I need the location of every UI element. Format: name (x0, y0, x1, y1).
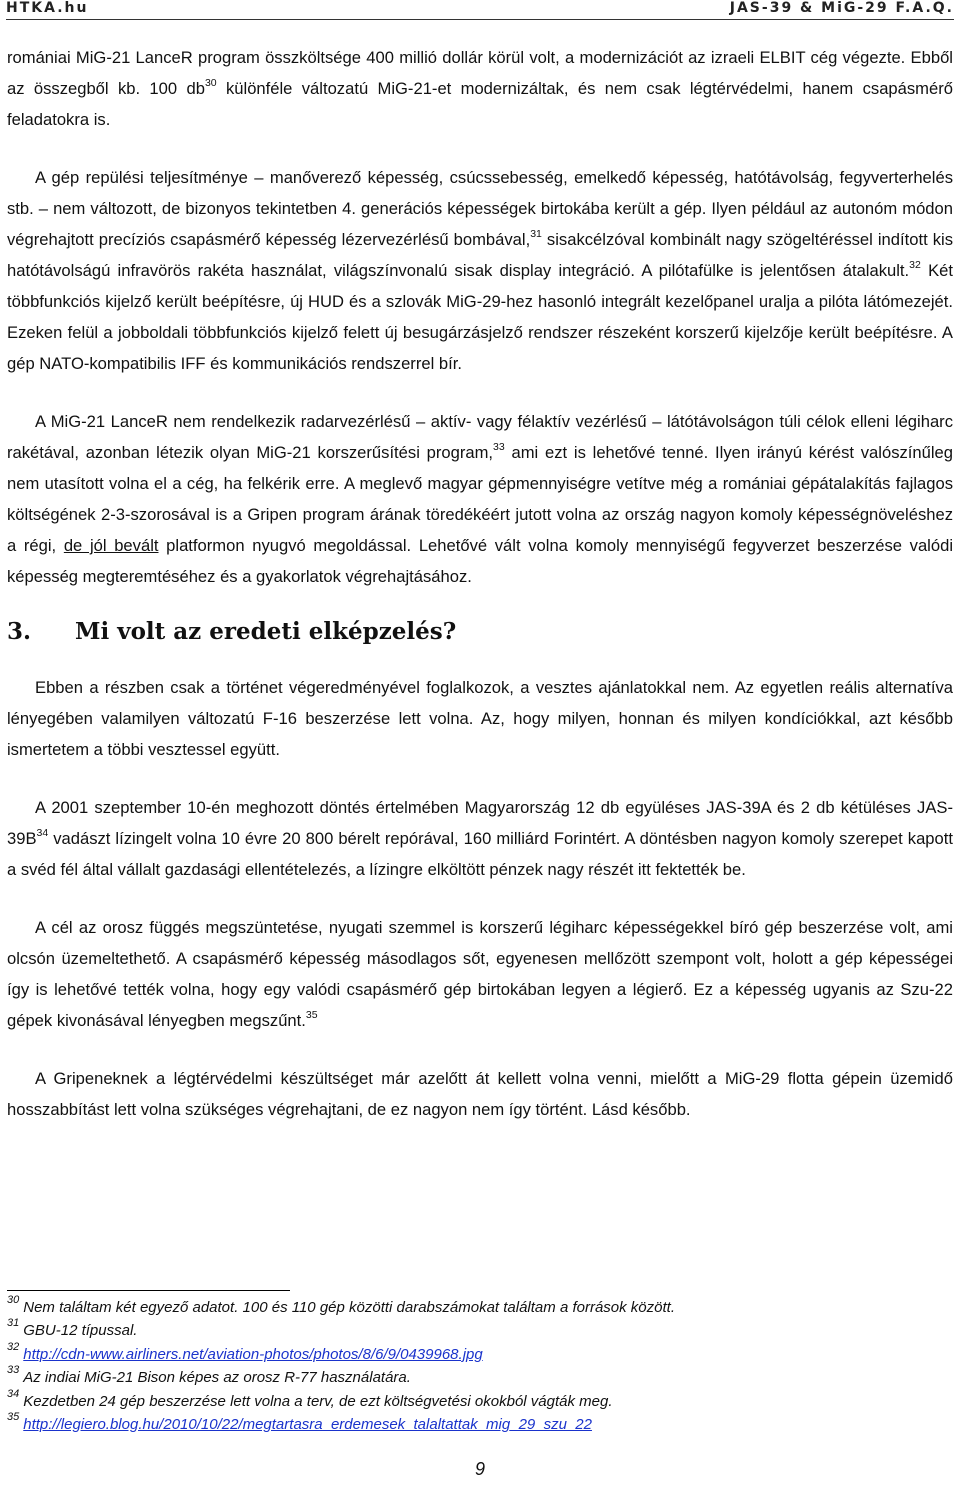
footnote-ref-33[interactable]: 33 (493, 441, 505, 454)
paragraph-alternative: Ebben a részben csak a történet végeredményével foglalkozok, a vesztes ajánlatokkal nem. Az egyetlen reális alternatíva lényegében valamilyen változatú F-16 beszerzése lett volna. Az, hogy milyen, honnan és milyen kondíciókkal, azt később ismertetem a többi vesztessel együtt. (7, 678, 953, 759)
paragraph-lancer-missiles: A MiG-21 LanceR nem rendelkezik radarvezérlésű – aktív- vagy félaktív vezérlésű – látótávolságon túli célok elleni légiharc rakétával, azonban létezik olyan MiG-21 korszerűsítési program,$^{33}$ ami ezt is lehetővé tenné. Ilyen irányú kérést valószínűleg nem utasított volna el a cég, ha felkérik erre. A meglevő magyar gépmennyiségre vetítve még a romániai gépátalakítás fajlagos költségének 2-3-szorosával is a Gripen program árának töredékéért jutott volna az ország nagyon komoly képességnöveléshez a régi, de jól bevált platformon nyugvó megoldással. Lehetővé vált volna komoly mennyiségű fegyverzet beszerzése valódi képesség megteremtéséhez és a gyakorlatok végrehajtásához. (7, 412, 954, 586)
footnote-ref-30[interactable]: 30 (204, 77, 217, 90)
footnote-ref-34[interactable]: 34 (36, 827, 49, 840)
footnote: $^{32}$ http://cdn-www.airliners.net/aviation-photos/photos/8/6/9/0439968.jpg (7, 1340, 483, 1363)
footnotes (7, 1296, 907, 1436)
paragraph-readiness: A Gripeneknek a légtérvédelmi készültséget már azelőtt át kellett volna venni, mielőtt a MiG-29 flotta gépein üzemidő hosszabbítást lett volna szükséges végrehajtani, de ez nagyon nem így történt. Lásd később. (7, 1069, 953, 1119)
header-document-title: JAS-39 & MiG-29 F.A.Q. (729, 0, 954, 16)
running-header (6, 0, 954, 18)
header-rule (6, 19, 954, 20)
footnote: $^{31}$ GBU-12 típussal. (7, 1317, 138, 1340)
underlined-phrase: de jól bevált (63, 536, 159, 555)
section-heading (7, 612, 953, 652)
section-number: 3. (7, 618, 32, 645)
footnote: $^{34}$ Kezdetben 24 gép beszerzése lett volna a terv, de ezt költségvetési okokból vágták meg. (7, 1387, 613, 1410)
section-title: Mi volt az eredeti elképzelés? (75, 618, 457, 645)
paragraph-decision-2001: A 2001 szeptember 10-én meghozott döntés értelmében Magyarország 12 db együléses JAS-39A és 2 db kétüléses JAS-$39B^{34}$ vadászt lízingelt volna 10 évre 20 800 bérelt repórával, 160 milliárd Forintért. A döntésben nagyon komoly szerepet kapott a svéd fél által vállalt gazdasági ellentételezés, a lízingre elköltött pénzek nagy részét itt fektették be. (7, 798, 953, 879)
page-body (7, 42, 953, 1125)
footnote-link-airliners[interactable]: http://cdn-www.airliners.net/aviation-photos/photos/8/6/9/0439968.jpg (23, 1345, 483, 1363)
page-number: 9 (474, 1459, 485, 1479)
paragraph-lancer-cost: romániai MiG-21 LanceR program összköltsége 400 millió dollár körül volt, a modernizációt az izraeli ELBIT cég végezte. Ebből az összegből kb. 100 $db^{30}$ különféle változatú MiG-21-et modernizáltak, és nem csak légtérvédelmi, hanem csapásmérő feladatokra is. (7, 48, 953, 129)
footnote-link-legiero[interactable]: http://legiero.blog.hu/2010/10/22/megtartasra_erdemesek_talaltattak_mig_29_szu_22 (23, 1416, 592, 1434)
footnote-separator (7, 1290, 290, 1291)
footnote: $^{33}$ Az indiai MiG-21 Bison képes az orosz R-77 használatára. (7, 1364, 411, 1387)
paragraph-goal: A cél az orosz függés megszüntetése, nyugati szemmel is korszerű légiharc képességekkel bíró gép beszerzése volt, ami olcsón üzemeltethető. A csapásmérő képesség másodlagos sőt, egyenesen mellőzött szempont volt, holott a gép képességei így is lehetővé tették volna, hogy egy valódi csapásmérő gép birtokában legyen a légierő. Ez a képesség ugyanis az Szu-22 gépek kivonásával lényegben megszűnt.$^{35}$ (7, 918, 953, 1030)
footnote: $^{30}$ Nem találtam két egyező adatot. 100 és 110 gép közötti darabszámokat találtam a források között. (7, 1294, 675, 1316)
header-site-name: HTKA.hu (6, 0, 89, 16)
footnote-ref-31[interactable]: 31 (530, 228, 542, 241)
footnote: $^{35}$ http://legiero.blog.hu/2010/10/22/megtartasra_erdemesek_talaltattak_mig_29_szu_22 (7, 1411, 592, 1434)
paragraph-lancer-capabilities: A gép repülési teljesítménye – manőverező képesség, csúcssebesség, emelkedő képesség, hatótávolság, fegyverterhelés stb. – nem változott, de bizonyos tekintetben 4. generációs képességek birtokába került a gép. Ilyen például az autonóm módon végrehajtott precíziós csapásmérő képesség lézervezérlésű bombával,$^{31}$ sisakcélzóval kombinált nagy szögeltéréssel indított kis hatótávolságú infravörös rakéta használat, világszínvonalú sisak display integráció. A pilótafülke is jelentősen átalakult.$^{32}$ Két többfunkciós kijelző került beépítésre, új HUD és a szlovák MiG-29-hez hasonló integrált kezelőpanel uralja a pilóta látómezejét. Ezeken felül a jobboldali többfunkciós kijelző felett új besugárzásjelző rendszer részeként korszerű kijelzője került beépítésre. A gép NATO-kompatibilis IFF és kommunikációs rendszerrel bír. (7, 168, 953, 373)
footnote-ref-35[interactable]: 35 (305, 1009, 318, 1022)
footnote-ref-32[interactable]: 32 (909, 259, 921, 272)
